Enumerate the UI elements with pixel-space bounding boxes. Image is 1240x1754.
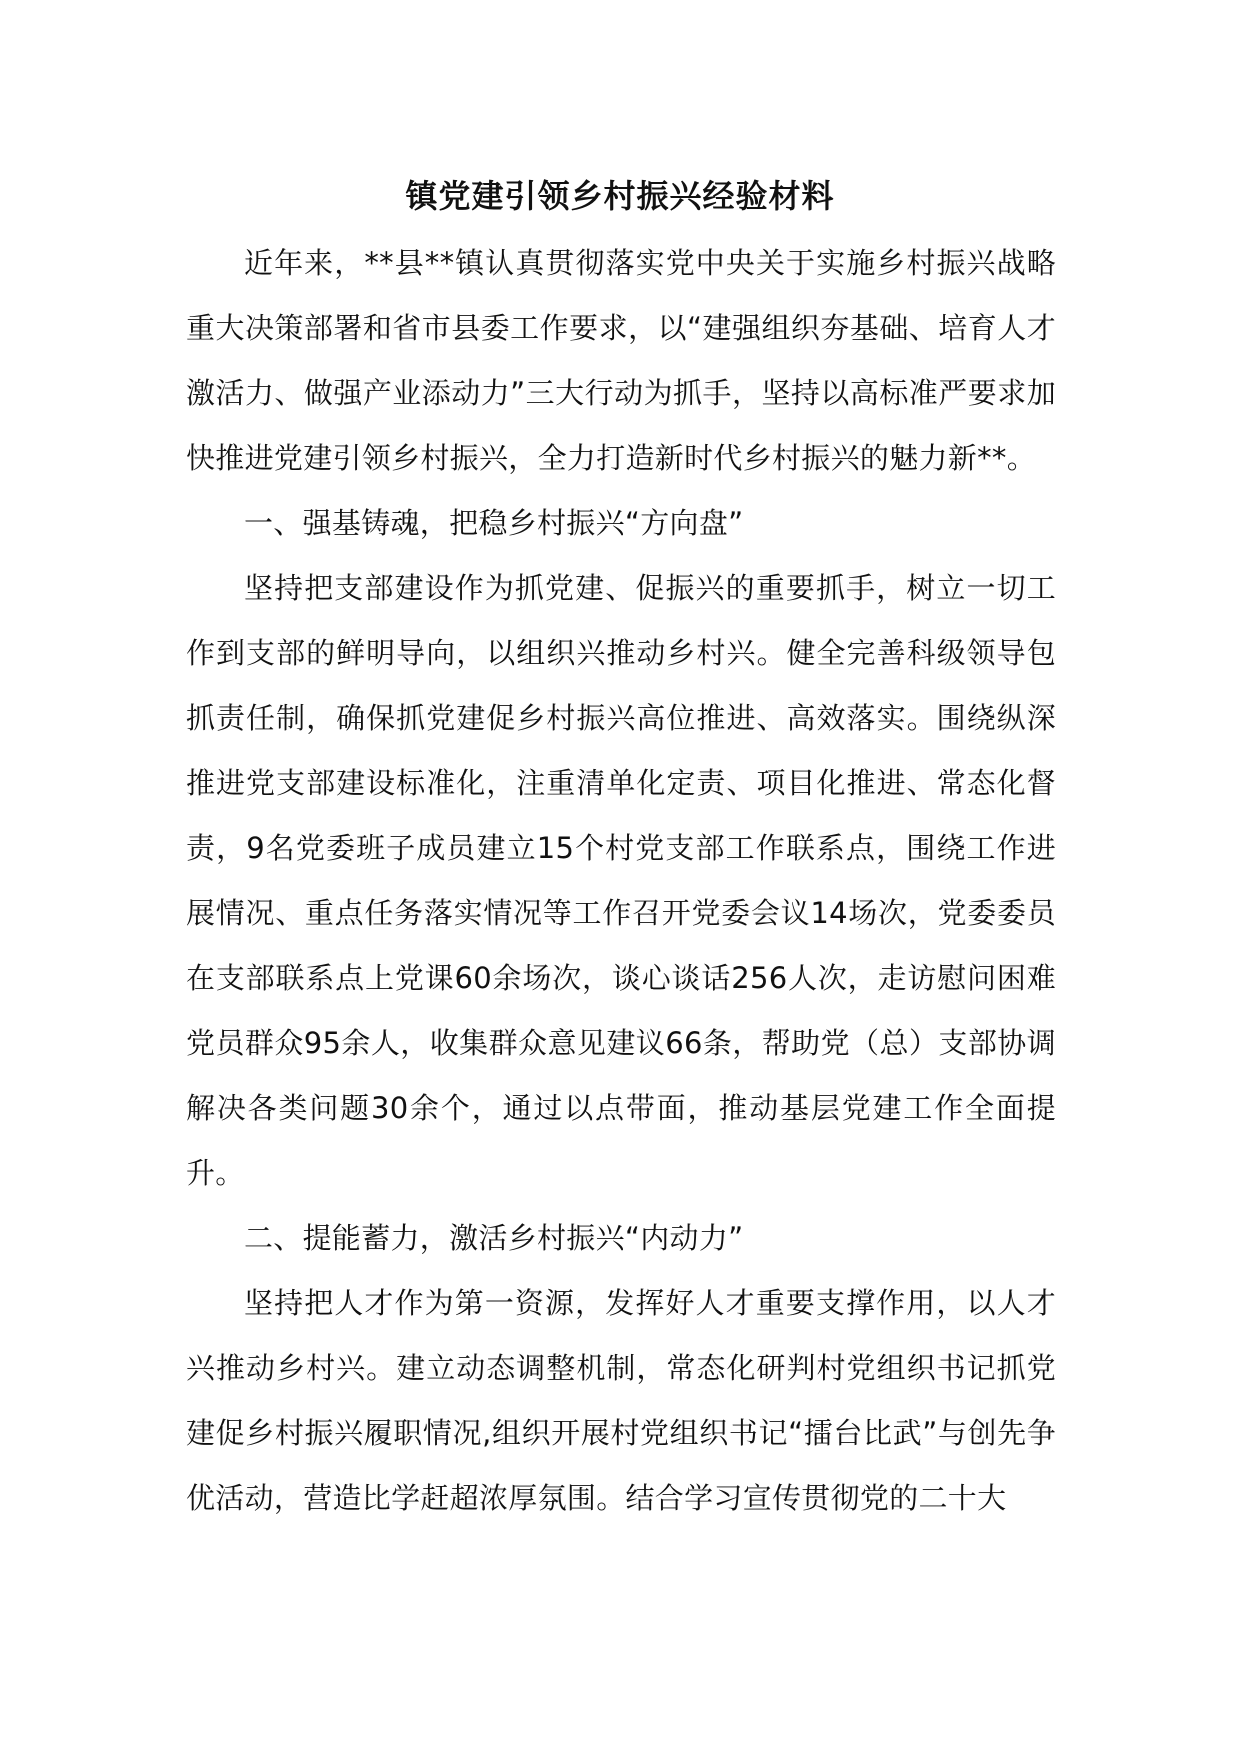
document-title: 镇党建引领乡村振兴经验材料 bbox=[405, 177, 835, 215]
intro-paragraph: 近年来，**县**镇认真贯彻落实党中央关于实施乡村振兴战略重大决策部署和省市县委工作要求，以“建强组织夯基础、培育人才激活力、做强产业添动力”三大行动为抓手，坚持以高标准严要求加快推进党建引领乡村振兴，全力打造新时代乡村振兴的魅力新**。 bbox=[186, 246, 1056, 475]
section-paragraph-1: 坚持把支部建设作为抓党建、促振兴的重要抓手，树立一切工作到支部的鲜明导向，以组织兴推动乡村兴。健全完善科级领导包抓责任制，确保抓党建促乡村振兴高位推进、高效落实。围绕纵深推进党支部建设标准化，注重清单化定责、项目化推进、常态化督责，9名党委班子成员建立15个村党支部工作联系点，围绕工作进展情况、重点任务落实情况等工作召开党委会议14场次，党委委员在支部联系点上党课60余场次，谈心谈话256人次，走访慰问困难党员群众95余人，收集群众意见建议66条，帮助党（总）支部协调解决各类问题30余个，通过以点带面，推动基层党建工作全面提升。 bbox=[186, 571, 1056, 1190]
section-paragraph-2: 坚持把人才作为第一资源，发挥好人才重要支撑作用，以人才兴推动乡村兴。建立动态调整机制，常态化研判村党组织书记抓党建促乡村振兴履职情况,组织开展村党组织书记“擂台比武”与创先争优活动，营造比学赶超浓厚氛围。结合学习宣传贯彻党的二十大 bbox=[186, 1286, 1056, 1515]
section-heading-2: 二、提能蓄力，激活乡村振兴“内动力” bbox=[244, 1221, 744, 1255]
section-heading-1: 一、强基铸魂，把稳乡村振兴“方向盘” bbox=[244, 506, 744, 540]
document-body bbox=[186, 231, 1056, 1531]
